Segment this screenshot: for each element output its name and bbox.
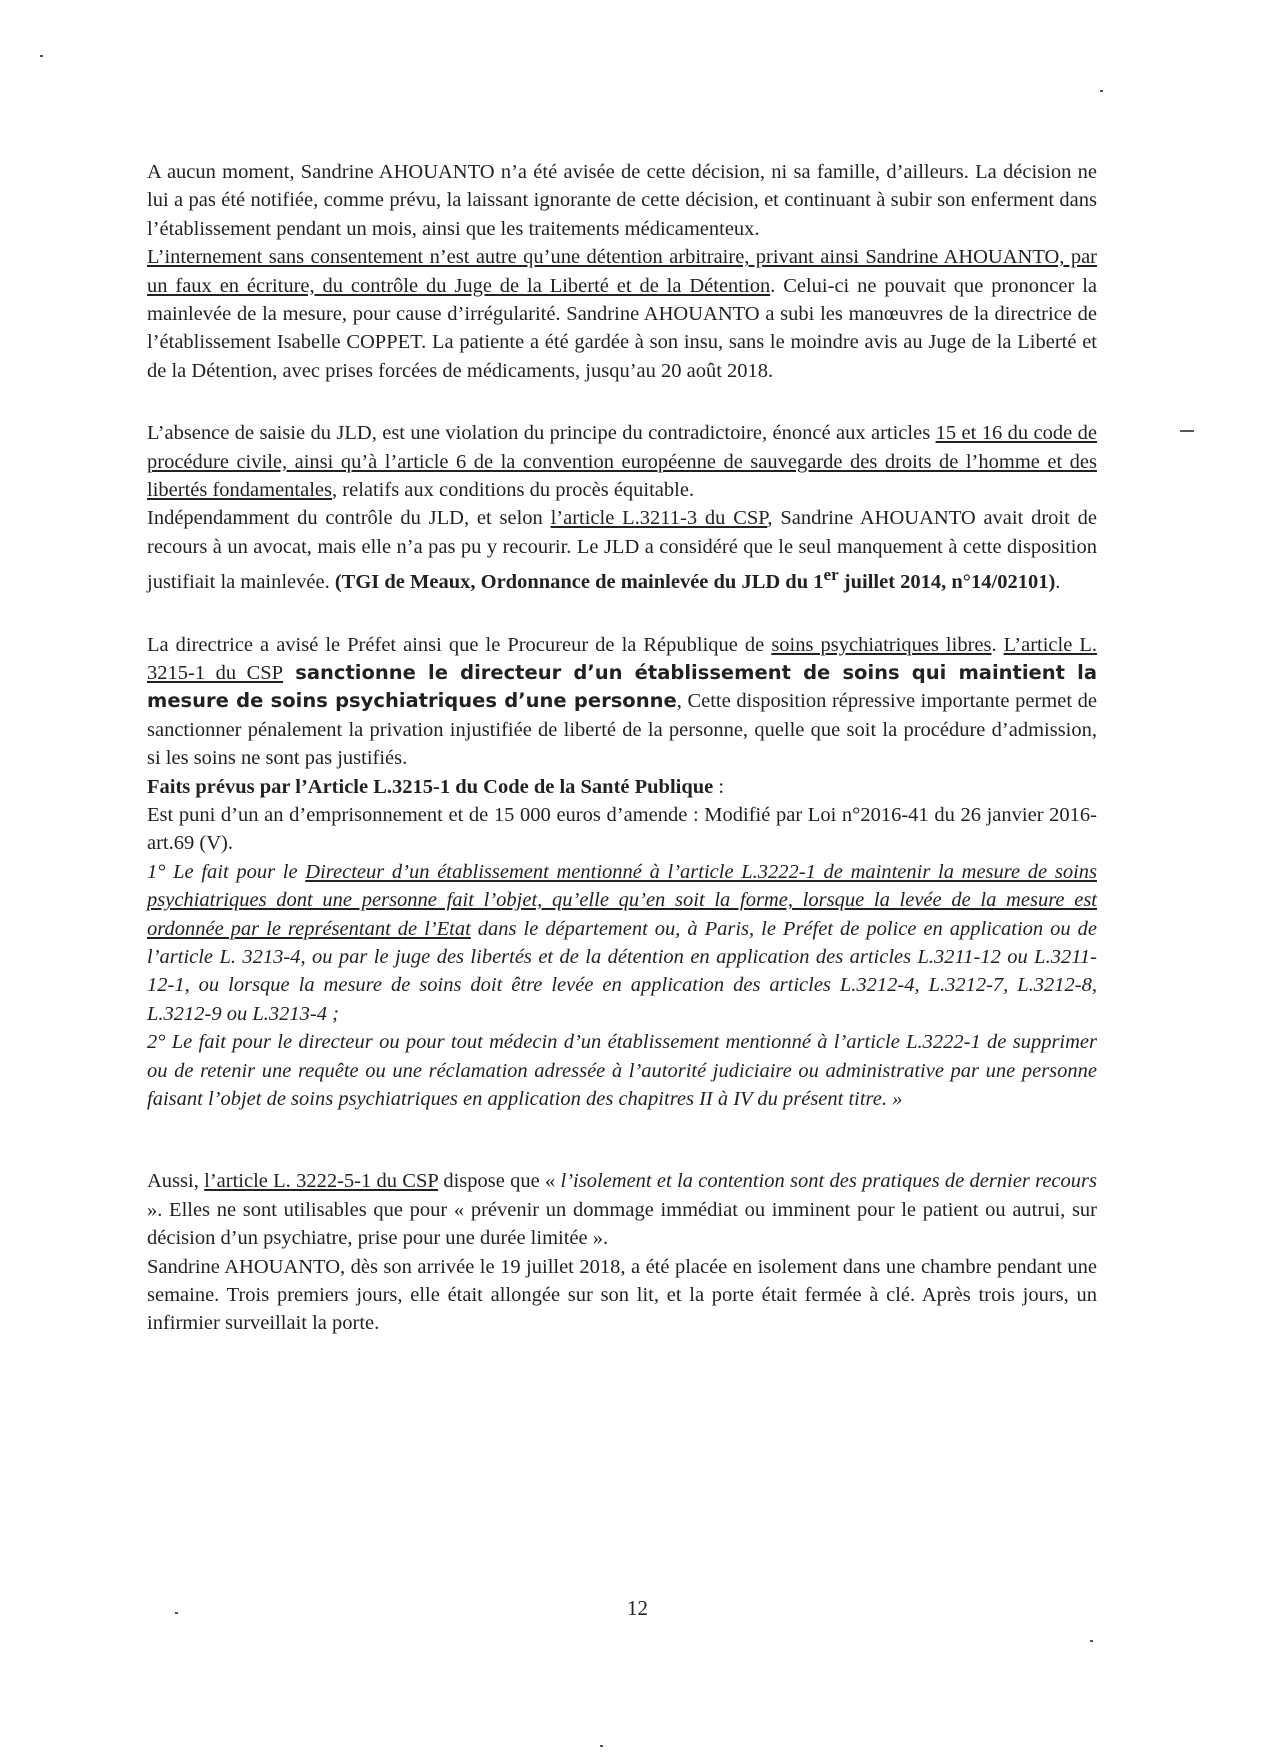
article-reference: l’article L.3211-3 du CSP — [550, 507, 768, 530]
penalty-line: Est puni d’un an d’emprisonnement et de 15 000 euros d’amende : Modifié par Loi n°2016-41 du 26 janvier 2016-art.69 (V). — [147, 803, 1097, 855]
scan-speck — [600, 1745, 603, 1747]
page-number: 12 — [627, 1596, 648, 1620]
article-reference: l’article L. 3222-5-1 du CSP — [204, 1170, 439, 1193]
article-reference: 15 et 16 du code de procédure civile, ainsi qu’à l’article 6 de la convention européenne de sauvegarde des droits de l’homme et des libertés fondamentales — [147, 422, 1098, 502]
law-item-2: 2° Le fait pour le directeur ou pour tout médecin d’un établissement mentionné à l’article L.3222-1 de supprimer ou de retenir une requête ou une réclamation adressée à l’autorité judiciaire ou administrative par une personne faisant l’objet de soins psychiatriques en application des chapitres II à IV du présent titre. » — [147, 1031, 1097, 1111]
paragraph-notification: A aucun moment, Sandrine AHOUANTO n’a été avisée de cette décision, ni sa famille, d’ailleurs. La décision ne lui a pas été notifiée, comme prévu, la laissant ignorante de cette décision, et continuant à subir son enferment dans l’établissement pendant un mois, ainsi que les traitements médicamenteux. — [147, 161, 1097, 240]
scan-speck — [1180, 430, 1194, 432]
paragraph-lawyer-right: Indépendamment du contrôle du JLD, et selon l’article L.3211-3 du CSP, Sandrine AHOUANTO avait droit de recours à un avocat, mais elle n’a pas pu y recourir. Le JLD a considéré que le seul manquement à cette disposition justifiait la mainlevée. (TGI de Meaux, Ordonnance de mainlevée du JLD du 1er juillet 2014, n°14/02101). — [147, 507, 1097, 594]
scan-speck — [175, 1612, 178, 1614]
section-heading: Faits prévus par l’Article L.3215-1 du Code de la Santé Publique : — [147, 775, 725, 798]
paragraph-internment: L’internement sans consentement n’est autre qu’une détention arbitraire, privant ainsi Sandrine AHOUANTO, par un faux en écriture, du contrôle du Juge de la Liberté et de la Détention. Celui-ci ne pouvait que prononcer la mainlevée de la mesure, pour cause d’irrégularité. Sandrine AHOUANTO a subi les manœuvres de la directrice de l’établissement Isabelle COPPET. La patiente a été gardée à son insu, sans le moindre avis au Juge de la Liberté et de la Détention, avec prises forcées de médicaments, jusqu’au 20 août 2018. — [147, 246, 1097, 382]
scan-speck — [40, 55, 43, 57]
quoted-text: l’isolement et la contention sont des pratiques de dernier recours — [560, 1170, 1097, 1193]
paragraph-isolation-law: Aussi, l’article L. 3222-5-1 du CSP dispose que « l’isolement et la contention sont des pratiques de dernier recours ». Elles ne sont utilisables que pour « prévenir un dommage immédiat ou imminent pour le patient ou autrui, sur décision d’un psychiatre, prise pour une durée limitée ». — [147, 1170, 1097, 1250]
scan-speck — [1090, 1640, 1093, 1642]
emphasis-sanction: sanctionne le directeur d’un établissement de soins qui maintient la mesure de soins psychiatriques d’une personne — [147, 660, 1097, 713]
article-reference: L’article L. 3215-1 du CSP — [147, 633, 1097, 684]
paragraph-isolation-facts: Sandrine AHOUANTO, dès son arrivée le 19 juillet 2018, a été placée en isolement dans une chambre pendant une semaine. Trois premiers jours, elle était allongée sur son lit, et la porte était fermée à clé. Après trois jours, un infirmier surveillait la porte. — [147, 1255, 1097, 1335]
paragraph-prefect-notice: La directrice a avisé le Préfet ainsi que le Procureur de la République de soins psychiatriques libres. L’article L. 3215-1 du CSP sanctionne le directeur d’un établissement de soins qui maintient la mesure de soins psychiatriques d’une personne, Cette disposition répressive importante permet de sanctionner pénalement la privation injustifiée de liberté de la personne, quelle que soit la procédure d’admission, si les soins ne sont pas justifiés. — [147, 633, 1097, 770]
paragraph-jld-absence: L’absence de saisie du JLD, est une violation du principe du contradictoire, énoncé aux articles 15 et 16 du code de procédure civile, ainsi qu’à l’article 6 de la convention européenne de sauvegarde des droits de l’homme et des libertés fondamentales, relatifs aux conditions du procès équitable. — [147, 422, 1098, 502]
underlined-statement: L’internement sans consentement n’est autre qu’une détention arbitraire, privant ainsi Sandrine AHOUANTO, par un faux en écriture, du contrôle du Juge de la Liberté et de la Détention — [147, 246, 1097, 297]
scan-speck — [1100, 90, 1103, 92]
document-body — [147, 158, 1097, 1338]
court-citation: (TGI de Meaux, Ordonnance de mainlevée du JLD du 1er juillet 2014, n°14/02101) — [334, 565, 1056, 594]
law-item-1: 1° Le fait pour le Directeur d’un établissement mentionné à l’article L.3222-1 de maintenir la mesure de soins psychiatriques dont une personne fait l’objet, qu’elle qu’en soit la forme, lorsque la levée de la mesure est ordonnée par le représentant de l’Etat dans le département ou, à Paris, le Préfet de police en application ou de l’article L. 3213-4, ou par le juge des libertés et de la détention en application des articles L.3211-12 ou L.3211-12-1, ou lorsque la mesure de soins doit être levée en application des articles L.3212-4, L.3212-7, L.3212-8, L.3212-9 ou L.3213-4 ; — [147, 860, 1097, 1025]
